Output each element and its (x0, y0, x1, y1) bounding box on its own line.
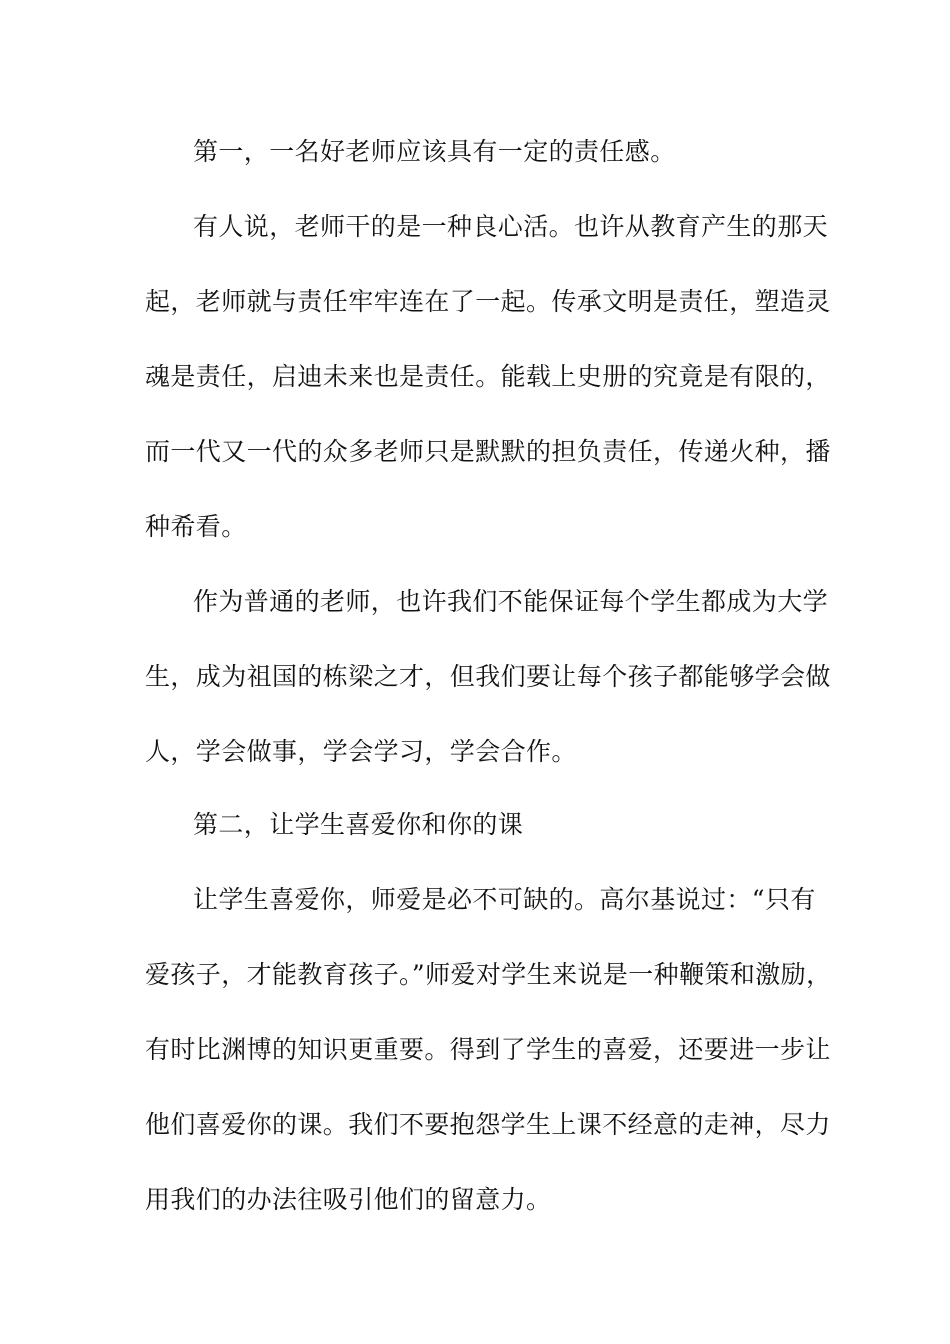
paragraph-line: 用我们的办法往吸引他们的留意力。 (145, 1185, 552, 1214)
paragraph-line: 让学生喜爱你，师爱是必不可缺的。高尔基说过：“只有 (193, 885, 816, 914)
section-heading-1: 第一，一名好老师应该具有一定的责任感。 (193, 137, 676, 166)
paragraph-line: 生，成为祖国的栋梁之才，但我们要让每个孩子都能够学会做 (145, 662, 831, 691)
paragraph-line: 而一代又一代的众多老师只是默默的担负责任，传递火种，播 (145, 437, 831, 466)
paragraph-line: 有人说，老师干的是一种良心活。也许从教育产生的那天 (193, 212, 829, 241)
paragraph-line: 作为普通的老师，也许我们不能保证每个学生都成为大学 (193, 587, 829, 616)
paragraph-line: 人，学会做事，学会学习，学会合作。 (145, 737, 577, 766)
paragraph-line: 他们喜爱你的课。我们不要抱怨学生上课不经意的走神，尽力 (145, 1110, 831, 1139)
paragraph-line: 爱孩子，才能教育孩子。”师爱对学生来说是一种鞭策和激励， (145, 960, 832, 989)
paragraph-line: 种希看。 (145, 512, 247, 541)
paragraph-line: 魂是责任，启迪未来也是责任。能载上史册的究竟是有限的， (145, 362, 831, 391)
section-heading-2: 第二，让学生喜爱你和你的课 (193, 810, 524, 839)
paragraph-line: 起，老师就与责任牢牢连在了一起。传承文明是责任，塑造灵 (145, 287, 831, 316)
paragraph-line: 有时比渊博的知识更重要。得到了学生的喜爱，还要进一步让 (145, 1035, 831, 1064)
